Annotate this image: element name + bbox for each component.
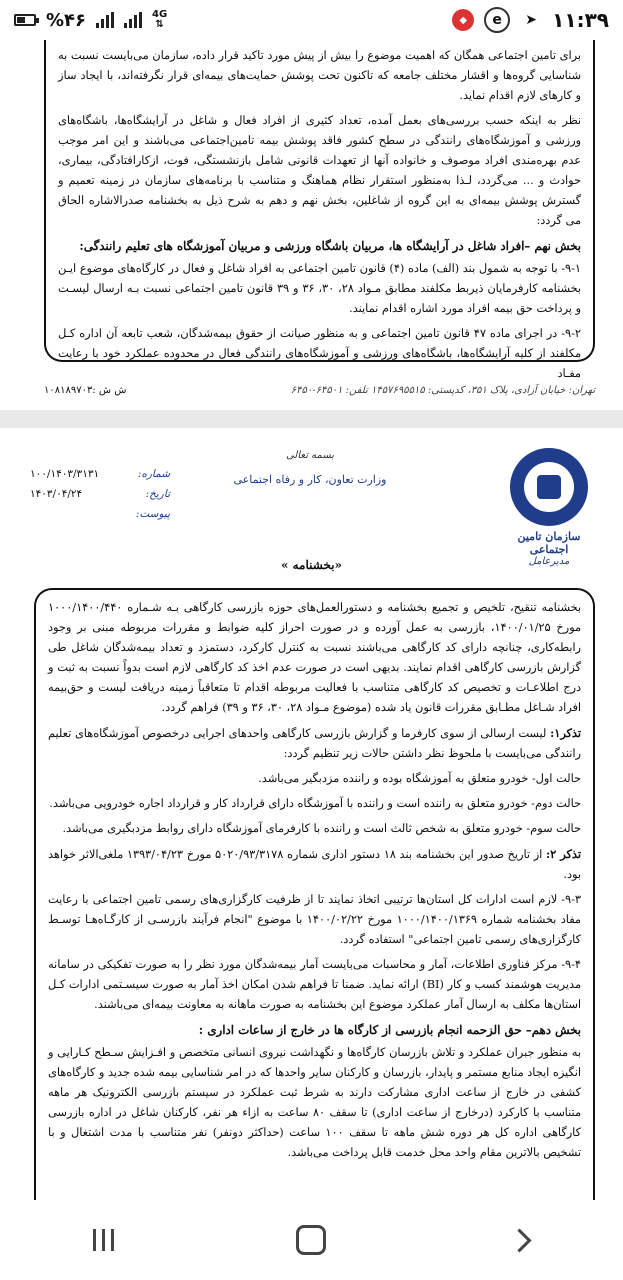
list-item: حالت اول- خودرو متعلق به آموزشگاه بوده و راننده مزدبگیر می‌باشد. <box>258 772 581 785</box>
status-right <box>452 7 609 33</box>
paragraph: به منظور جبران عملکرد و تلاش بازرسان کارگاه‌ها و نگهداشت نیروی انسانی متخصص و افـزایش سـطح کـارایی و انگیزه ایجاد منابع مستمر و پایدار، بازرسان و کارکنان سایر واحدها که در امر شناسایی بیمه شده جدید و کارگاه‌های کشفی در خارج از ساعت اداری مشارکت دارند به شرط ثبت عملکرد در سیستم بازرسی الکترونیک هر ماهه متناسب با کارکرد (درخارج از ساعت اداری) تا سقف ۸۰ ساعت به ازاء هر نفر، کارکنان شاغل در اداره بازرسی کارگاهی اداره کل هر دوره شش ماهه تا سقف ۱۰۰ ساعت (حداکثر دونفر) نفر متناسب با مدت اشتغال و با تشخیص بالاترین مقام واحد محل خدمت قابل پرداخت می‌باشد. <box>48 1046 581 1159</box>
back-chevron-icon <box>507 1228 531 1252</box>
signal-icon <box>96 12 114 28</box>
navigation-bar <box>0 1200 623 1280</box>
organization-logo <box>503 448 595 567</box>
letter-head <box>200 450 420 486</box>
list-item: ۹-۱- با توجه به شمول بند (الف) ماده (۴) قانون تامین اجتماعی به افراد شاغل و فعال در کارگاه‌های موضوع ایـن بخشنامه کارفرمایان ذیربط مکلفند مطابق مـواد ۲۸، ۳۰، ۳۶ و ۳۹ قانون تامین اجتماعی نسبت بـه ارسال لیسـت و پرداخت حق بیمه افراد مورد اشاره اقدام نمایند. <box>58 262 581 315</box>
meta-row: شماره: ۱۰۰/۱۴۰۳/۳۱۳۱ <box>30 468 170 480</box>
paragraph: نظر به اینکه حسب بررسی‌های بعمل آمده، تعداد کثیری از افراد فعال و شاغل در آرایشگاه‌ها، باشگاه‌های ورزشی و آموزشگاه‌های رانندگی در سطح کشور فاقد پوشش بیمه تامین‌اجتماعی می‌باشند و این امر موجب عدم بهره‌مندی افراد موصوف و خانواده آنها از تعهدات قانونی شامل بازنشستگی، فوت، ازکارافتادگی، بیماری، حوادث و ... می‌گردد، لـذا به‌منظور استقرار نظام هماهنگ و متناسب با برنامه‌های سازمان در زمینه تعمیم و گسترش پوشش بیمه‌ای به این گروه از شاغلین، بخش نهم و دهم به شرح ذیل به بخشنامه صدرالاشاره الحاق می گردد: <box>58 114 581 227</box>
list-item: ۹-۴- مرکز فناوری اطلاعات، آمار و محاسبات می‌بایست آمار بیمه‌شدگان مورد نظر را به صورت تفکیکی در سامانه مدیریت هوشمند کسب و کار (BI) ارائه نماید. ضمنا تا فراهم شدن امکان اخذ آمار به صورت سیسـتمی ادارات کـل استان‌ها مکلف به ارسال آمار عملکرد موضوع این بخشنامه به صورت ماهانه به معاونت بیمه‌ای می‌باشند. <box>48 958 581 1011</box>
section-heading: بخش نهم –افراد شاغل در آرایشگاه ها، مربیان باشگاه ورزشی و مربیان آموزشگاه های تعلیم رانندگی: <box>79 239 581 253</box>
logo-emblem-icon <box>510 448 588 526</box>
page-separator <box>0 410 623 428</box>
ministry-name: وزارت تعاون، کار و رفاه اجتماعی <box>233 473 387 486</box>
logo-caption: سازمان تامین اجتماعی <box>517 530 581 556</box>
status-bar <box>0 0 623 40</box>
home-icon <box>296 1225 326 1255</box>
document-page-1 <box>0 40 623 410</box>
page1-frame <box>44 40 595 380</box>
home-button[interactable] <box>281 1220 341 1260</box>
recent-apps-icon <box>93 1229 114 1251</box>
note-label: تذکر۱: <box>550 726 581 740</box>
back-button[interactable] <box>489 1220 549 1260</box>
clock: ۱۱:۳۹ <box>552 8 609 32</box>
list-item: ۹-۳- لازم است ادارات کل استان‌ها ترتیبی اتخاذ نمایند تا از ظرفیت کارگزاری‌های رسمی تامین اجتماعی با رعایت مفاد بخشنامه شماره ۱۰۰۰/۱۴۰۰/۱۳۶۹ مورخ ۱۴۰۰/۰۲/۲۲ با موضوع "انجام فرآیند بازرسـی از کارگـاه‌هـا توسـط کارگزاری‌های رسمی تامین اجتماعی" استفاده گردد. <box>48 893 581 946</box>
list-item: ۹-۲- در اجرای ماده ۴۷ قانون تامین اجتماعی و به منظور صیانت از حقوق بیمه‌شدگان، شعب تابعه آن اداره کـل مکلفند از کلیه آرایشگاه‌ها، باشگاه‌های ورزشی و آموزشگاه‌های رانندگی فعال در محدوده عملکرد خود با رعایت مفـاد <box>58 327 581 380</box>
letter-meta <box>30 468 170 528</box>
footer-address: تهران: خیابان آزادی، پلاک ۳۵۱، کدپستی: ۱۴۵۷۶۹۵۵۱۵ تلفن: ۶۴۵۰۱-۶۴۵۰ <box>290 385 595 396</box>
page2-frame <box>34 588 595 1200</box>
telegram-icon: ➤ <box>525 12 538 28</box>
footer-code: ش ش :۱۰۸۱۸۹۷۰۳ <box>44 385 127 396</box>
circular-title: «بخشنامه » <box>280 558 343 572</box>
network-type: 4G ⇅ <box>152 9 168 30</box>
page1-footer <box>44 385 595 396</box>
note-paragraph: تذکر ۲: از تاریخ صدور این بخشنامه بند ۱۸ دستور اداری شماره ۵۰۲۰/۹۳/۳۱۷۸ مورخ ۱۳۹۳/۰۴/۲۳ ملغی‌الاثر خواهد بود. <box>48 847 581 881</box>
signal-icon-2 <box>124 12 142 28</box>
meta-row: تاریخ: ۱۴۰۳/۰۴/۲۴ <box>30 488 170 500</box>
paragraph: بخشنامه تنقیح، تلخیص و تجمیع بخشنامه و دستورالعمل‌های حوزه بازرسی کارگاهی بـه شـماره ۱۰۰۰/۱۴۰۰/۴۴۰ مورخ ۱۴۰۰/۰۱/۲۵، بازرسی به عمل آورده و در صورت احراز کلیه ضوابط و مقررات مربوطه مبنی بر وجود رابطه‌کاری، چنانچه دارای کد کارگاهی می‌باشند نسبت به کنترل کارکرد، دستمزد و تعداد بیمه‌شدگان شاغل طی گزارش بازرسی کارگاهی اقدام نمایند. بدیهی است در صورت عدم اخذ کد کارگاهی لازم است بدواً نسبت به ثبت و درج اطلاعـات و تخصیص کد کارگاهی متناسب با فعالیت مربوطه اقدام تا متعاقباً زمینه دریافت لیست و حق‌بیمه افراد شـاغل مطـابق مقررات قانون یاد شده (موضوع مـواد ۲۸، ۳۰، ۳۶ و ۳۹) فراهم گردد. <box>48 601 581 714</box>
meta-row: پیوست: <box>135 508 170 520</box>
battery-icon <box>14 14 36 26</box>
app-icon: ◆ <box>452 9 474 31</box>
paragraph: برای تامین اجتماعی همگان که اهمیت موضوع را بیش از پیش مورد تاکید قرار داده، سازمان می‌بایست نسبت به شناسایی گروه‌ها و اقشار مختلف جامعه که تاکنون تحت پوشش حمایت‌های بیمه‌ای قرار نگرفته‌اند، با ایجاد ساز و کارهای لازم اقدام نماید. <box>58 49 581 102</box>
bismillah-text: بسمه تعالی <box>285 450 335 461</box>
list-item: حالت دوم- خودرو متعلق به راننده است و راننده با آموزشگاه دارای قرارداد کار و قرارداد اجاره خودرویی می‌باشد. <box>49 797 581 810</box>
logo-subtitle: مدیرعامل <box>528 556 570 567</box>
status-left <box>14 10 167 31</box>
section-heading: بخش دهم– حق الزحمه انجام بازرسی از کارگاه ها در خارج از ساعات اداری : <box>198 1023 581 1037</box>
note-label: تذکر ۲: <box>546 847 581 861</box>
list-item: حالت سوم- خودرو متعلق به شخص ثالث است و راننده با کارفرمای آموزشگاه دارای روابط مزدبگیری می‌باشد. <box>62 822 581 835</box>
e-icon: e <box>484 7 510 33</box>
battery-percentage: %۴۶ <box>46 9 87 31</box>
recent-apps-button[interactable] <box>74 1220 134 1260</box>
document-page-2 <box>0 428 623 1200</box>
note-paragraph: تذکر۱: لیست ارسالی از سوی کارفرما و گزارش بازرسی کارگاهی واحدهای اجرایی درخصوص آموزشگاه‌های تعلیم رانندگی می‌بایست با ملحوظ نظر داشتن حالات زیر تنظیم گردد: <box>48 726 581 760</box>
